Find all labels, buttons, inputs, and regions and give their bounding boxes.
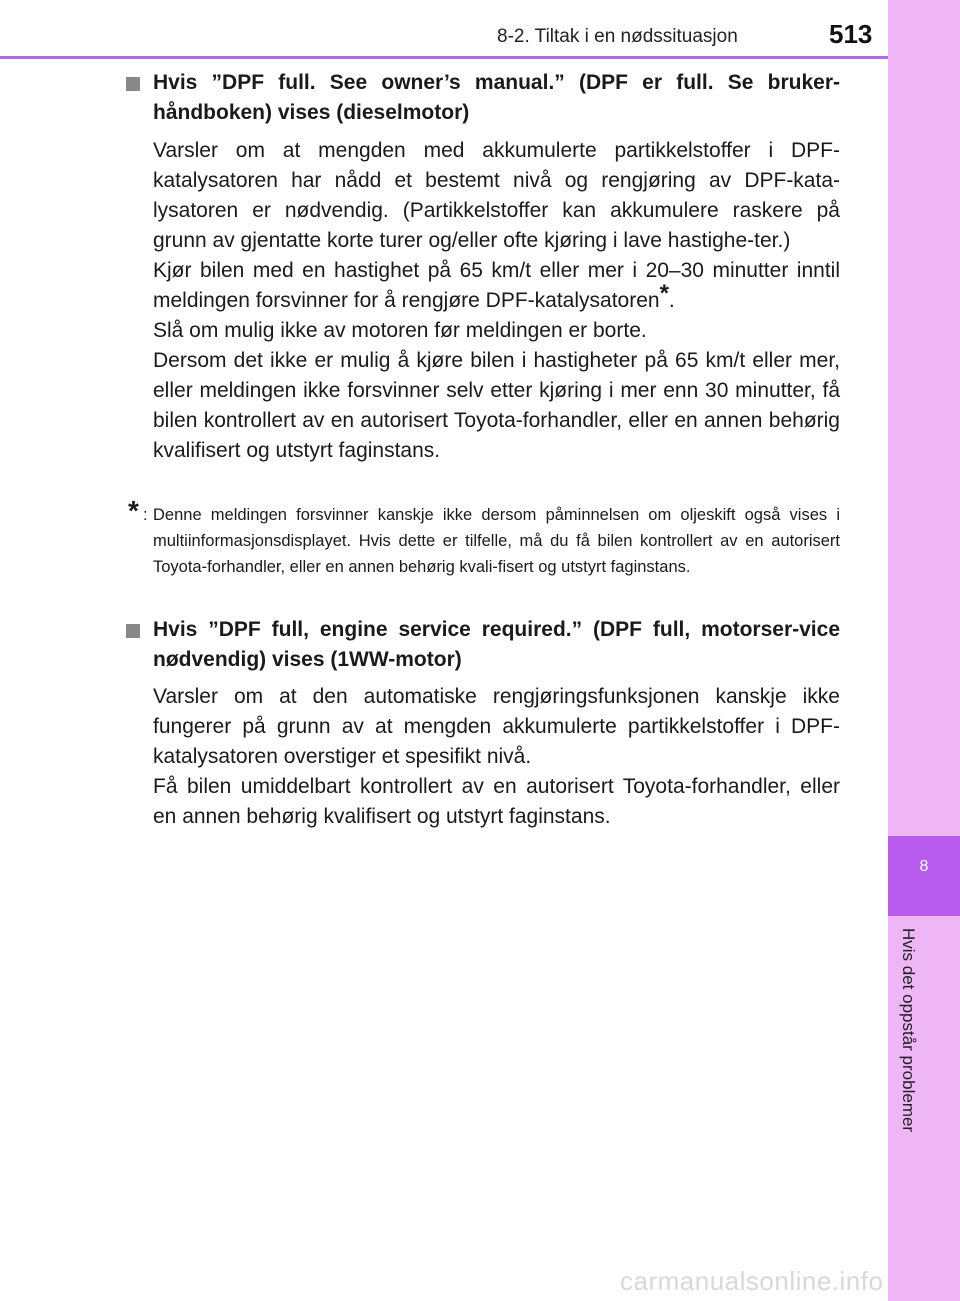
page-number: 513 bbox=[829, 19, 873, 49]
paragraph bbox=[153, 256, 840, 316]
paragraph-end: . bbox=[668, 289, 675, 312]
chapter-title: Hvis det oppstår problemer bbox=[899, 928, 918, 1133]
footnote-colon: : bbox=[143, 506, 148, 524]
watermark: carmanualsonline.info bbox=[620, 1266, 884, 1296]
section-heading-engine-service bbox=[126, 615, 840, 675]
section-title: 8-2. Tiltak i en nødssituasjon bbox=[497, 26, 738, 47]
heading-text: Hvis ”DPF full, engine service required.” (DPF full, motorser-vice nødvendig) vises (1WW-motor) bbox=[153, 618, 840, 671]
square-bullet-icon bbox=[126, 77, 140, 91]
section-body-dpf-full bbox=[153, 136, 840, 466]
square-bullet-icon bbox=[126, 624, 140, 638]
footnote-asterisk: * bbox=[128, 495, 139, 526]
paragraph: Slå om mulig ikke av motoren før meldingen er borte. bbox=[153, 319, 647, 342]
section-heading-dpf-full bbox=[126, 68, 840, 128]
paragraph-text: Kjør bilen med en hastighet på 65 km/t eller mer i 20–30 minutter inntil meldingen forsvinner for å rengjøre DPF-katalysatoren bbox=[153, 259, 840, 312]
footnote bbox=[128, 495, 840, 580]
paragraph: Dersom det ikke er mulig å kjøre bilen i hastigheter på 65 km/t eller mer, eller meldingen ikke forsvinner selv etter kjøring i mer enn 30 minutter, få bilen kontrollert av en autorisert Toyota-forhandler, eller en annen behørig kvalifisert og utstyrt faginstans. bbox=[153, 349, 840, 462]
header-divider bbox=[0, 56, 888, 59]
heading-text: Hvis ”DPF full. See owner’s manual.” (DPF er full. Se bruker-håndboken) vises (dieselmotor) bbox=[153, 71, 840, 124]
paragraph: Få bilen umiddelbart kontrollert av en autorisert Toyota-forhandler, eller en annen behørig kvalifisert og utstyrt faginstans. bbox=[153, 775, 840, 828]
footnote-text: Denne meldingen forsvinner kanskje ikke dersom påminnelsen om oljeskift også vises i multiinformasjonsdisplayet. Hvis dette er tilfelle, må du få bilen kontrollert av en autorisert Toyota-forhandler, eller en annen behørig kvali-fisert og utstyrt faginstans. bbox=[153, 506, 840, 576]
section-body-engine-service bbox=[153, 682, 840, 832]
paragraph: Varsler om at mengden med akkumulerte partikkelstoffer i DPF-katalysatoren har nådd et bestemt nivå og rengjøring av DPF-kata-lysatoren er nødvendig. (Partikkelstoffer kan akkumulere raskere på grunn av gjentatte korte turer og/eller ofte kjøring i lave hastighe-ter.) bbox=[153, 139, 840, 252]
chapter-number: 8 bbox=[919, 858, 929, 875]
footnote-reference: * bbox=[659, 280, 669, 307]
chapter-number-box bbox=[888, 836, 960, 916]
paragraph: Varsler om at den automatiske rengjøringsfunksjonen kanskje ikke fungerer på grunn av at mengden akkumulerte partikkelstoffer i DPF-katalysatoren overstiger et spesifikt nivå. bbox=[153, 685, 840, 768]
